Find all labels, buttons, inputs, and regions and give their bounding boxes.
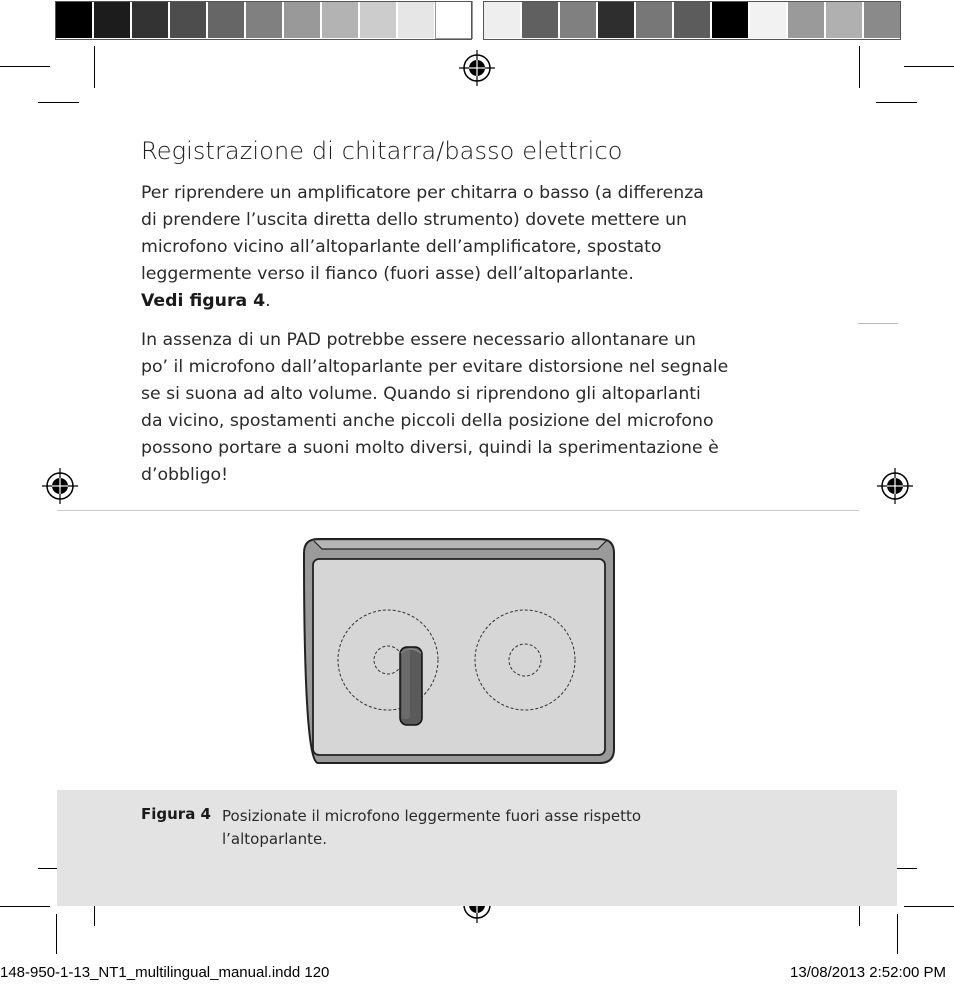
paragraph-1-line: Per riprendere un amplificatore per chitarra o basso (a differenza [141, 183, 704, 203]
paragraph-1-line: di prendere l’uscita diretta dello strumento) dovete mettere un [141, 210, 687, 230]
figure-label: Figura 4 [141, 805, 211, 823]
cabinet-top-bevel [314, 541, 606, 549]
paragraph-2-line: possono portare a suoni molto diversi, quindi la sperimentazione è [141, 438, 719, 458]
section-divider [57, 510, 859, 511]
microphone-icon [400, 647, 422, 725]
paragraph-2-line: po’ il microfono dall’altoparlante per evitare distorsione nel segnale [141, 357, 729, 377]
paragraph-2-line: da vicino, spostamenti anche piccoli della posizione del microfono [141, 411, 714, 431]
amplifier-illustration [300, 535, 620, 767]
color-bar-left-frame [55, 1, 472, 40]
slug-datetime: 13/08/2013 2:52:00 PM [790, 964, 946, 981]
see-figure-line [141, 288, 791, 315]
paragraph-1-line: leggermente verso il fianco (fuori asse) dell’altoparlante. [141, 264, 634, 284]
figure-caption-line: Posizionate il microfono leggermente fuori asse rispetto [222, 807, 642, 825]
registration-mark-icon [459, 50, 495, 86]
paragraph-2-line: d’obbligo! [141, 465, 229, 485]
paragraph-2 [141, 327, 791, 489]
paragraph-1-line: microfono vicino all’altoparlante dell’amplificatore, spostato [141, 237, 662, 257]
color-bar-right-frame [483, 1, 901, 40]
registration-mark-icon [42, 468, 78, 504]
section-title: Registrazione di chitarra/basso elettrico [141, 137, 623, 165]
paragraph-2-line: In assenza di un PAD potrebbe essere necessario allontanare un [141, 330, 697, 350]
registration-mark-icon [877, 468, 913, 504]
see-figure-reference: Vedi figura 4 [141, 291, 266, 311]
slug-filename: 148-950-1-13_NT1_multilingual_manual.indd 120 [0, 964, 330, 981]
paragraph-2-line: se si suona ad alto volume. Quando si riprendono gli altoparlanti [141, 384, 701, 404]
figure-caption-line: l’altoparlante. [222, 830, 327, 848]
paragraph-1 [141, 180, 791, 315]
figure-caption [222, 805, 641, 851]
see-figure-suffix: . [265, 291, 271, 311]
cabinet-face [313, 559, 605, 755]
